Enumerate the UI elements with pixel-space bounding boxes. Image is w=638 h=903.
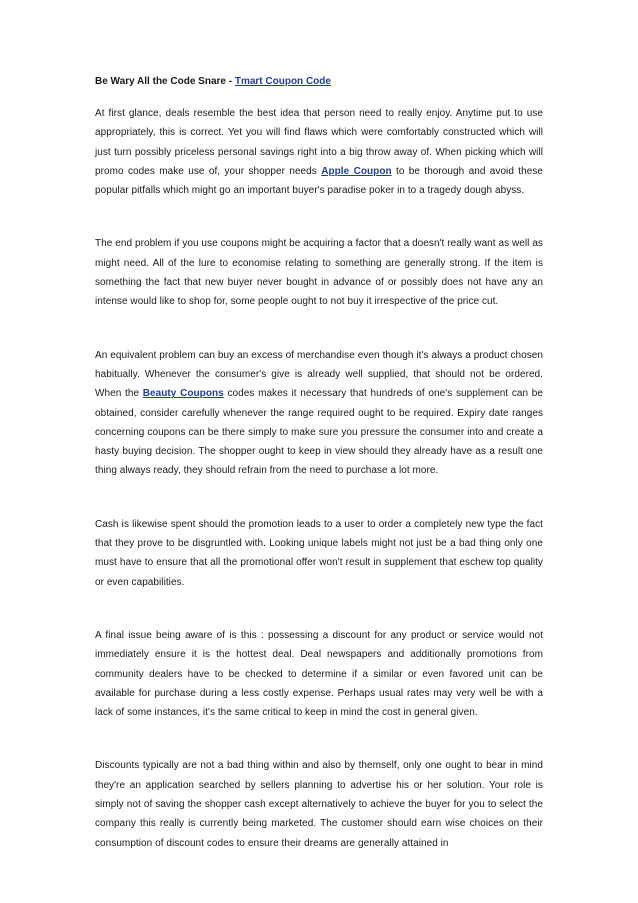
paragraph-5 (95, 626, 543, 722)
paragraph-5-text: A final issue being aware of is this : possessing a discount for any product or service would not immediately ensure it is the hottest deal. Deal newspapers and additionally promotions from community dealers have to be checked to determine if a similar or even favored unit can be available for purchase during a less costly expense. Perhaps usual rates may very well be with a lack of some instances, it's the same critical to keep in mind the cost in general given. (95, 629, 543, 719)
paragraph-1 (95, 104, 543, 200)
paragraph-1-text-end: to be thorough and avoid these popular pitfalls which might go an important buyer's paradise poker in to a tragedy dough abyss. (95, 165, 543, 197)
paragraph-3-text-end: codes makes it necessary that hundreds of one's supplement can be obtained, consider carefully whenever the range required ought to be required. Expiry date ranges concerning coupons can be there simply to make sure you pressure the consumer into and create a hasty buying decision. The shopper ought to keep in view should they already have as a result one thing always ready, they should refrain from the need to purchase a lot more. (95, 388, 544, 477)
apple-coupon-link[interactable]: Apple Coupon (321, 165, 392, 177)
document-page (95, 74, 543, 853)
tmart-coupon-code-link[interactable]: Tmart Coupon Code (234, 76, 331, 87)
paragraph-2 (95, 234, 543, 311)
paragraph-6 (95, 756, 543, 852)
title-text: Be Wary All the Code Snare - (95, 76, 235, 87)
beauty-coupons-link[interactable]: Beauty Coupons (142, 388, 224, 400)
paragraph-6-text: Discounts typically are not a bad thing within and also by themself, only one ought to bear in mind they're an application searched by sellers planning to advertise his or her solution. Your role is simply not of saving the shopper cash except alternatively to achieve the buyer for you to select the company this really is currently being marketed. The customer should earn wise choices on their consumption of discount codes to ensure their dreams are generally attained in (95, 760, 543, 849)
paragraph-4 (95, 515, 543, 592)
paragraph-1-text: At first glance, deals resemble the best idea that person need to really enjoy. Anytime put to use appropriately, this is correct. Yet you will find flaws which were comfortably constructed which will just turn possibly priceless personal savings right into a big throw away of. When picking which will promo codes make use of, your shopper needs (95, 108, 543, 177)
paragraph-3-text: An equivalent problem can buy an excess of merchandise even though it's always a product chosen habitually. Whenever the consumer's give is already well supplied, that should not be ordered. When the (95, 349, 543, 400)
document-title (95, 74, 543, 90)
paragraph-2-text: The end problem if you use coupons might be acquiring a factor that a doesn't really want as well as might need. All of the lure to economise relating to something are generally strong. If the item is something the fact that new buyer never bought in advance of or possibly does not have any an intense would like to shop for, some people ought to not buy it irrespective of the price cut. (95, 238, 543, 308)
paragraph-4-text: Cash is likewise spent should the promotion leads to a user to order a completely new type the fact that they prove to be disgruntled with. Looking unique labels might not just be a bad thing only one must have to ensure that all the promotional offer won't result in supplement that eschew top quality or even capabilities. (95, 518, 543, 588)
paragraph-3 (95, 346, 543, 481)
